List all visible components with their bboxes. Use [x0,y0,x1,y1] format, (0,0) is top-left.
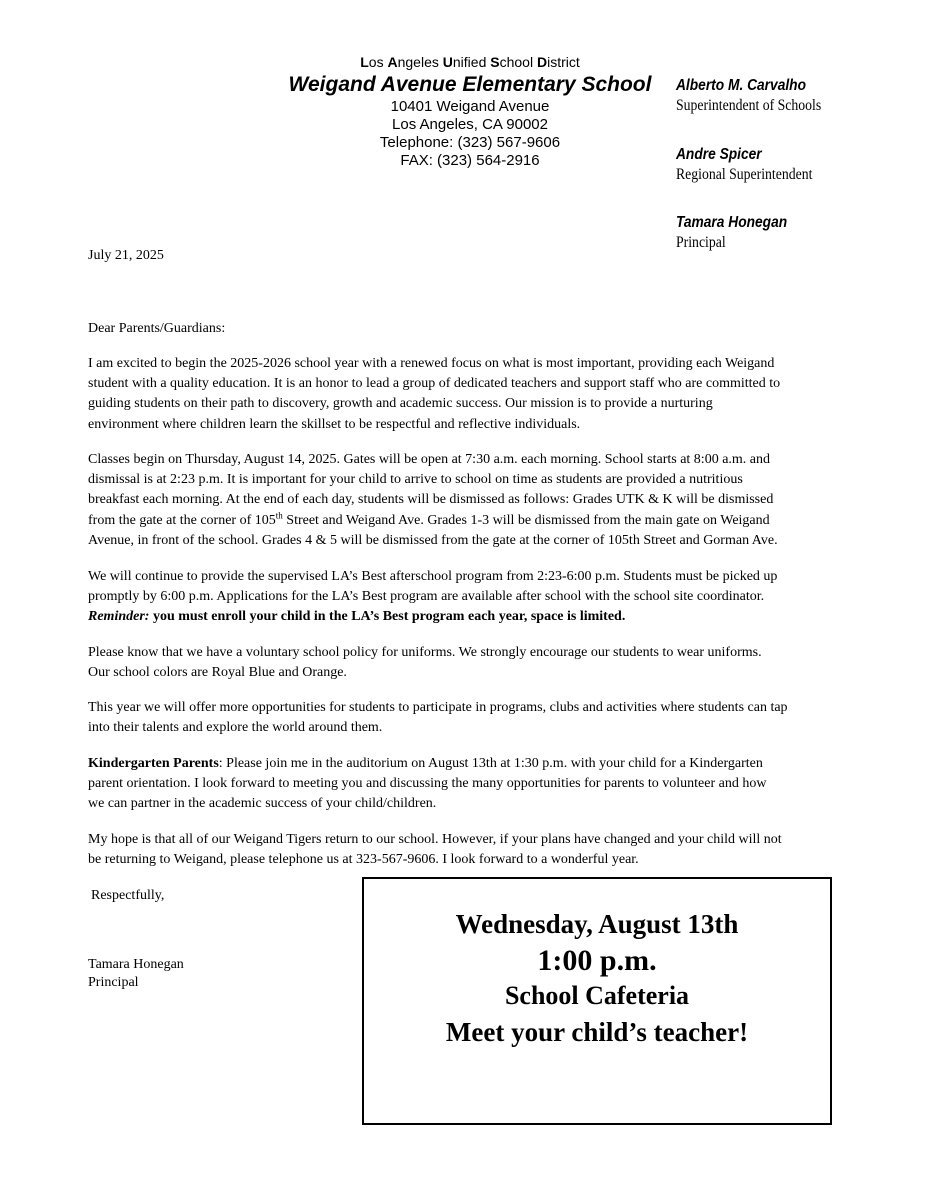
paragraph-closing: My hope is that all of our Weigand Tigers return to our school. However, if your plans have changed and your child will not be returning to Weigand, please telephone us at 323-567-9606. I look forward to a wonderful year. [88,832,782,868]
staff-role: Principal [676,234,726,251]
event-location: School Cafeteria [504,981,690,1010]
staff-name: Tamara Honegan [676,214,788,231]
paragraph-kindergarten: Kindergarten Parents: Please join me in the auditorium on August 13th at 1:30 p.m. with your child for a Kindergarten parent orientation. I look forward to meeting you and discussing the many opportunities for parents to volunteer and how we can partner in the academic success of your child/children. [88,756,767,812]
signature-title: Principal [88,975,139,990]
paragraph-afterschool: We will continue to provide the supervised LA’s Best afterschool program from 2:23-6:00 p.m. Students must be picked up promptly by 6:00 p.m. Applications for the LA’s Best program are available after school with the school site coordinator. Reminder: you must enroll your child in the LA’s Best program each year, space is limited. [88,569,778,625]
reminder-text: you must enroll your child in the LA’s Best program each year, space is limited. [149,609,626,625]
address-street: 10401 Weigand Avenue [390,98,550,115]
address-city: Los Angeles, CA 90002 [392,116,548,133]
paragraph-intro: I am excited to begin the 2025-2026 school year with a renewed focus on what is most important, providing each Weigand student with a quality education. It is an honor to lead a group of dedicated teachers and support staff who are committed to guiding students on their path to discovery, growth and academic success. Our mission is to provide a nurturing environment where children learn the skillset to be respectful and reflective individuals. [88,356,781,432]
paragraph-opportunities: This year we will offer more opportunities for students to participate in programs, clubs and activities where students can tap into their talents and explore the world around them. [88,700,788,736]
closing: Respectfully, [91,888,165,903]
paragraph-uniforms: Please know that we have a voluntary school policy for uniforms. We strongly encourage our students to wear uniforms. Our school colors are Royal Blue and Orange. [88,645,762,681]
staff-name: Alberto M. Carvalho [676,77,806,94]
telephone: Telephone: (323) 567-9606 [379,134,561,151]
staff-regional-superintendent [676,145,916,185]
event-message: Meet your child’s teacher! [445,1017,749,1047]
event-date: Wednesday, August 13th [455,909,739,939]
fax: FAX: (323) 564-2916 [400,152,540,169]
staff-role: Superintendent of Schools [676,97,822,114]
kindergarten-label: Kindergarten Parents [88,756,219,771]
district-name: Los Angeles Unified School District [360,54,580,70]
staff-name: Andre Spicer [676,146,762,163]
event-box [362,877,832,1125]
paragraph-schedule: Classes begin on Thursday, August 14, 2025. Gates will be open at 7:30 a.m. each morning. School starts at 8:00 a.m. and dismissal is at 2:23 p.m. It is important for your child to arrive to school on time as students are provided a nutritious breakfast each morning. At the end of each day, students will be dismissed as follows: Grades UTK & K will be dismissed from the gate at the corner of 105th Street and Weigand Ave. Grades 1-3 will be dismissed from the main gate on Weigand Avenue, in front of the school. Grades 4 & 5 will be dismissed from the gate at the corner of 105th Street and Gorman Ave. [88,452,778,548]
salutation: Dear Parents/Guardians: [88,321,226,336]
reminder-label: Reminder: [88,609,150,625]
school-address [300,98,640,170]
letter-date: July 21, 2025 [88,248,164,263]
event-time: 1:00 p.m. [537,944,657,977]
signature-name: Tamara Honegan [88,957,184,972]
school-name: Weigand Avenue Elementary School [288,73,652,96]
staff-superintendent [676,76,916,116]
staff-role: Regional Superintendent [676,166,813,183]
